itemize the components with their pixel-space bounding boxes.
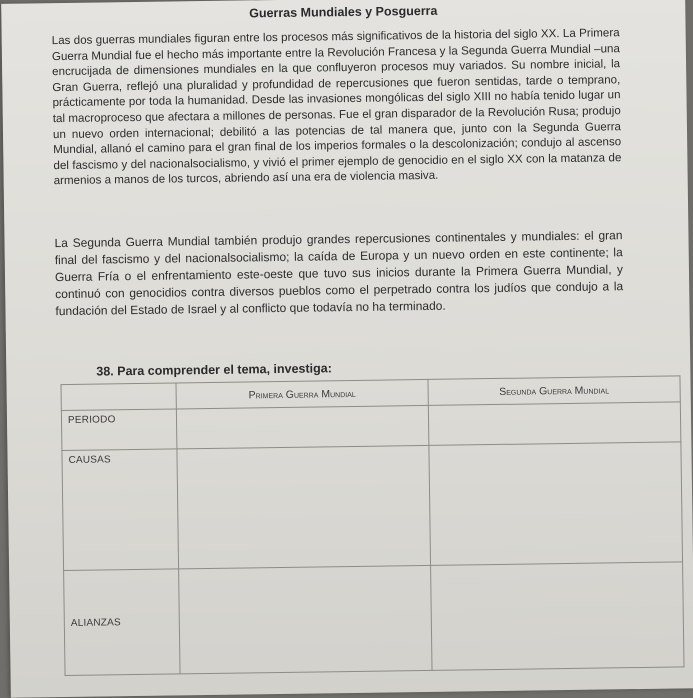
cell-alianzas-second-war[interactable] [431,562,684,671]
paragraph-second-war: La Segunda Guerra Mundial también produjo grandes repercusiones continentales y mundiales: el gran final del fascismo y del nacionalsocialismo; la caída de Europa y un nuevo orden en este continente; la Guerra Fría o el enfrentamiento este-oeste que tuvo sus inicios durante la Primera Guerra Mundial, y continuó con genocidios contra diversos pueblos como el perpetrado contra los judíos que condujo a la fundación del Estado de Israel y al conflicto que todavía no ha terminado. [54,228,624,319]
page-title: Guerras Mundiales y Posguerra [249,3,438,21]
cell-causas-second-war[interactable] [429,442,683,566]
row-label-causas: CAUSAS [62,449,179,571]
table-header-empty [61,383,176,411]
paragraph-intro: Las dos guerras mundiales figuran entre los procesos más significativos de la historia del siglo XX. La Primera Guerra Mundial fue el hecho más importante entre la Revolución Francesa y la Segunda Guerra Mundial –una encrucijada de dimensiones mundiales en la que confluyeron procesos muy variados. Su nombre inicial, la Gran Guerra, reflejó una pluralidad y profundidad de repercusiones que fueron sentidas, tarde o temprano, prácticamente por toda la humanidad. Desde las invasiones mongólicas del siglo XIII no había tenido lugar un tal macroproceso que afectara a millones de personas. Fue el gran disparador de la Revolución Rusa; produjo un nuevo orden internacional; debilitó a las potencias de tal manera que, junto con la Segunda Guerra Mundial, allanó el camino para el gran final de los imperios formales o la descolonización; condujo al ascenso del fascismo y del nacionalsocialismo, y vivió el primer ejemplo de genocidio en el siglo XX con la matanza de armenios a manos de los turcos, abriendo así una era de violencia masiva. [51,26,622,188]
table-row [62,442,683,571]
row-label-alianzas: ALIANZAS [64,569,180,676]
cell-periodo-second-war[interactable] [428,402,681,446]
question-38: 38. Para comprender el tema, investiga: [96,361,332,379]
worksheet-page [1,0,693,698]
cell-causas-first-war[interactable] [177,445,431,569]
row-label-periodo: PERIODO [61,409,177,451]
cell-alianzas-first-war[interactable] [179,565,432,674]
comparison-table [60,375,684,676]
table-header-second-war: Segunda Guerra Mundial [428,376,680,406]
table-row [64,562,684,676]
table-header-first-war: Primera Guerra Mundial [176,379,428,409]
cell-periodo-first-war[interactable] [176,405,429,449]
